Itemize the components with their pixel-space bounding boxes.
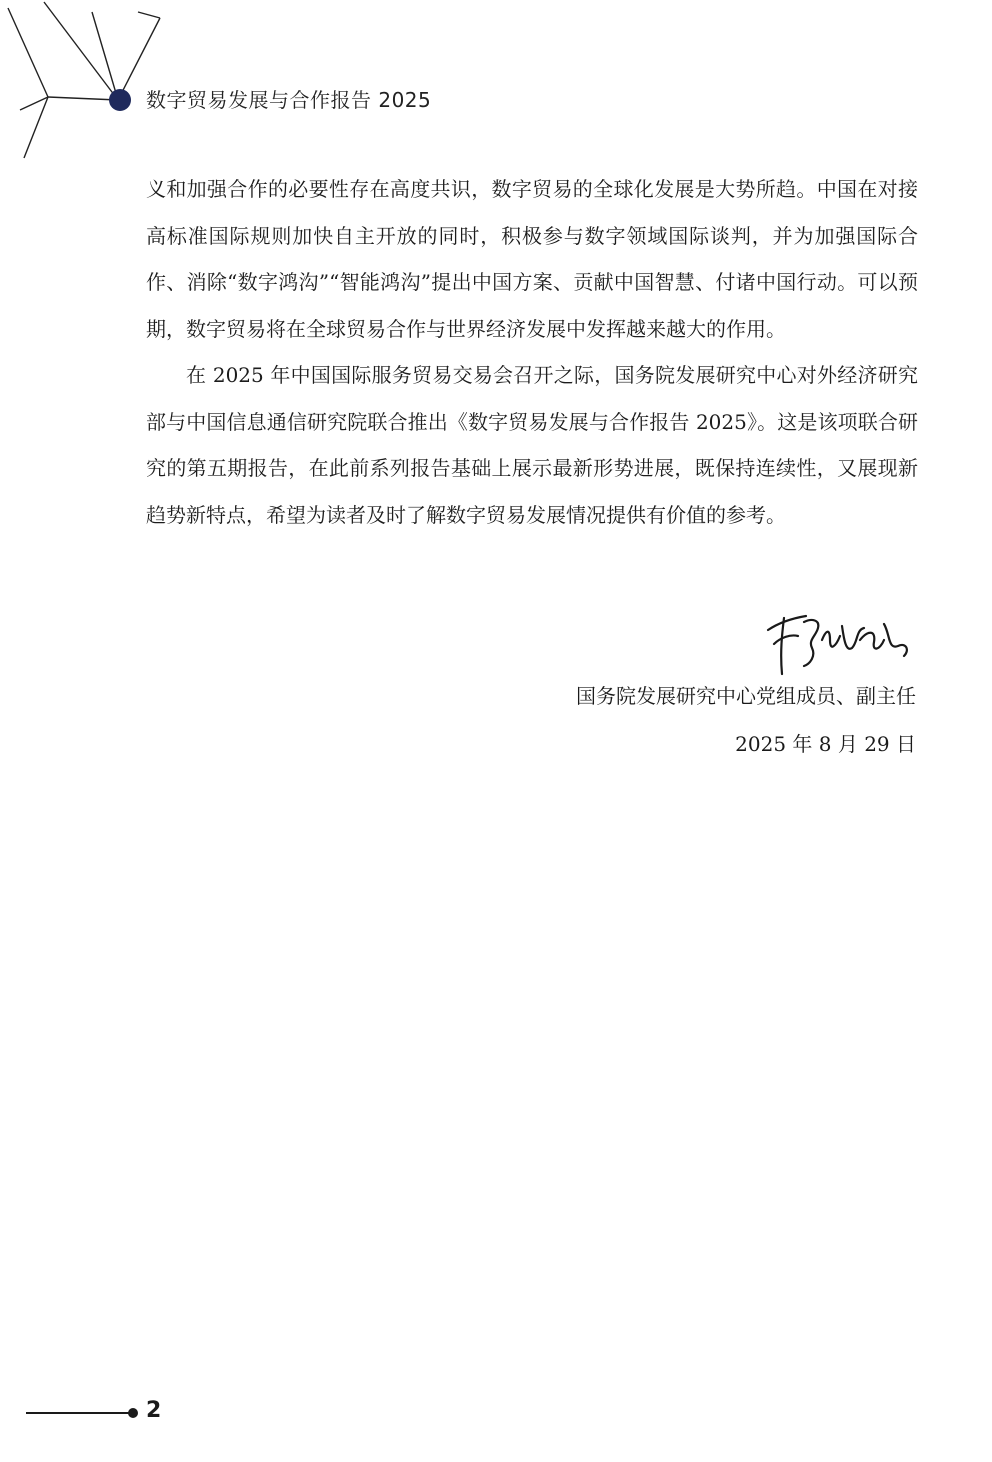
signature-date: 2025 年 8 月 29 日 xyxy=(735,732,916,756)
running-header-title: 数字贸易发展与合作报告 2025 xyxy=(146,88,432,112)
paragraph-1: 义和加强合作的必要性存在高度共识，数字贸易的全球化发展是大势所趋。中国在对接高标准国际规则加快自主开放的同时，积极参与数字领域国际谈判，并为加强国际合作、消除“数字鸿沟”“智能鸿沟”提出中国方案、贡献中国智慧、付诸中国行动。可以预期，数字贸易将在全球贸易合作与世界经济发展中发挥越来越大的作用。 xyxy=(146,177,918,341)
body-text xyxy=(146,166,918,538)
page-number: 2 xyxy=(146,1398,162,1423)
accent-dot-icon xyxy=(109,89,131,111)
signatory-title: 国务院发展研究中心党组成员、副主任 xyxy=(576,684,916,708)
footer-rule xyxy=(26,1412,134,1414)
handwritten-signature xyxy=(760,600,920,678)
paragraph-2: 在 2025 年中国国际服务贸易交易会召开之际，国务院发展研究中心对外经济研究部与中国信息通信研究院联合推出《数字贸易发展与合作报告 2025》。这是该项联合研究的第五期报告，在此前系列报告基础上展示最新形势进展，既保持连续性，又展现新趋势新特点，希望为读者及时了解数字贸易发展情况提供有价值的参考。 xyxy=(146,363,918,527)
footer-dot-icon xyxy=(128,1408,138,1418)
